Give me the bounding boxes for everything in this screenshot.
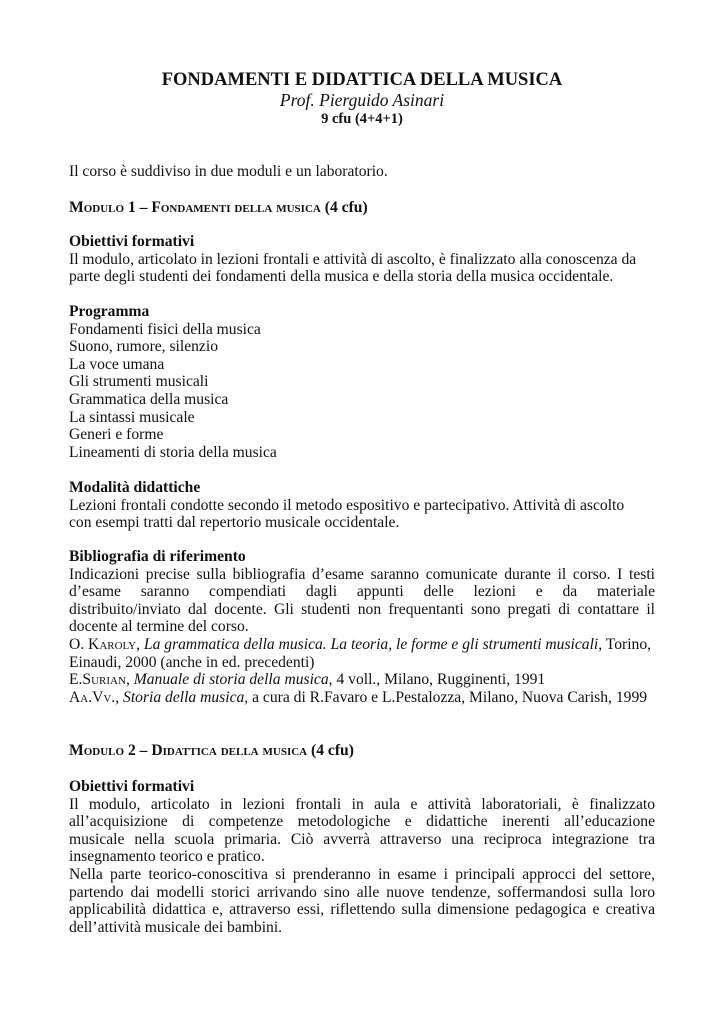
list-item: La sintassi musicale xyxy=(69,408,195,426)
modulo1-bibliografia xyxy=(69,548,655,706)
paragraph-line: partendo dai modelli storici arrivando sino alle nuove tendenze, soffermandosi sulla loro xyxy=(69,883,655,901)
bibliography-entry: E.Surian, Manuale di storia della musica, 4 voll., Milano, Rugginenti, 1991 xyxy=(69,671,546,689)
entry-author: O. Karoly xyxy=(69,635,137,653)
paragraph-line: Il modulo, articolato in lezioni frontali e attività di ascolto, è finalizzato alla conoscenza da xyxy=(69,250,637,268)
paragraph-line: musicale nella scuola primaria. Ciò avverrà attraverso una reciproca integrazione tra xyxy=(69,830,655,848)
entry-title: Manuale di storia della musica xyxy=(133,671,329,689)
modulo1-modalita xyxy=(69,479,655,532)
list-item: Suono, rumore, silenzio xyxy=(69,338,218,356)
modulo1-obiettivi xyxy=(69,233,655,286)
intro-text: Il corso è suddiviso in due moduli e un laboratorio. xyxy=(69,163,388,180)
modulo2-heading-text: Modulo 2 – Didattica della musica xyxy=(69,742,308,759)
paragraph-line: docente al termine del corso. xyxy=(69,618,249,636)
section-heading: Modalità didattiche xyxy=(69,479,201,496)
list-item: Generi e forme xyxy=(69,426,164,444)
entry-details: , 4 voll., Milano, Rugginenti, 1991 xyxy=(328,671,546,689)
paragraph-line: all’acquisizione di competenze metodologiche e didattiche inerenti all’educazione xyxy=(69,813,655,831)
entry-author: E.Surian xyxy=(69,671,126,689)
entry-details: , a cura di R.Favaro e L.Pestalozza, Milano, Nuova Carish, 1999 xyxy=(244,688,648,706)
modulo1-cfu: (4 cfu) xyxy=(324,199,368,216)
entry-title: Storia della musica xyxy=(123,688,245,706)
section-heading: Obiettivi formativi xyxy=(69,778,195,795)
professor-name: Prof. Pierguido Asinari xyxy=(279,90,445,110)
paragraph-line: Lezioni frontali condotte secondo il metodo espositivo e partecipativo. Attività di ascolto xyxy=(69,496,625,514)
modulo1-heading-text: Modulo 1 – Fondamenti della musica xyxy=(69,199,321,216)
bibliography-entry: O. Karoly, La grammatica della musica. La teoria, le forme e gli strumenti musicali, Torino, xyxy=(69,635,652,653)
paragraph-line: distribuito/inviato dal docente. Gli studenti non frequentanti sono pregati di contattare il xyxy=(69,600,655,618)
entry-author: Aa.Vv. xyxy=(69,688,116,706)
paragraph-line: con esempi tratti dal repertorio musicale occidentale. xyxy=(69,514,400,532)
paragraph-line: parte degli studenti dei fondamenti della musica e della storia della musica occidentale. xyxy=(69,268,614,286)
section-heading: Programma xyxy=(69,303,150,320)
list-item: Fondamenti fisici della musica xyxy=(69,320,261,338)
list-item: Grammatica della musica xyxy=(69,390,229,408)
list-item: Lineamenti di storia della musica xyxy=(69,443,277,461)
entry-details: , Torino, xyxy=(598,635,652,653)
modulo2-heading xyxy=(69,742,655,760)
paragraph-line: insegnamento teorico e pratico. xyxy=(69,848,265,866)
section-heading: Obiettivi formativi xyxy=(69,233,195,250)
document-title: FONDAMENTI E DIDATTICA DELLA MUSICA xyxy=(161,70,563,90)
credits: 9 cfu (4+4+1) xyxy=(321,111,403,127)
entry-title: La grammatica della musica. La teoria, le forme e gli strumenti musicali xyxy=(143,635,599,653)
paragraph-line: Il modulo, articolato in lezioni frontali in aula e attività laboratoriali, è finalizzato xyxy=(69,795,655,813)
paragraph-line: Indicazioni precise sulla bibliografia d’esame saranno comunicate durante il corso. I testi xyxy=(69,565,655,583)
modulo1-heading xyxy=(69,199,655,217)
section-heading: Bibliografia di riferimento xyxy=(69,548,246,565)
paragraph-line: dell’attività musicale dei bambini. xyxy=(69,918,283,936)
bibliography-entry-continuation: Einaudi, 2000 (anche in ed. precedenti) xyxy=(69,653,315,671)
modulo1-programma xyxy=(69,303,655,461)
paragraph-line: d’esame saranno compendiati dagli appunti delle lezioni e da materiale xyxy=(69,583,655,601)
modulo2-cfu: (4 cfu) xyxy=(311,742,354,759)
list-item: La voce umana xyxy=(69,355,165,373)
paragraph-line: Nella parte teorico-conoscitiva si prenderanno in esame i principali approcci del settore, xyxy=(69,865,655,883)
paragraph-line: applicabilità didattica e, attraverso essi, riflettendo sulla dimensione pedagogica e creativa xyxy=(69,901,655,919)
bibliography-entry: Aa.Vv., Storia della musica, a cura di R.Favaro e L.Pestalozza, Milano, Nuova Carish, 1999 xyxy=(69,688,648,706)
list-item: Gli strumenti musicali xyxy=(69,373,209,391)
modulo2-obiettivi xyxy=(69,778,655,936)
